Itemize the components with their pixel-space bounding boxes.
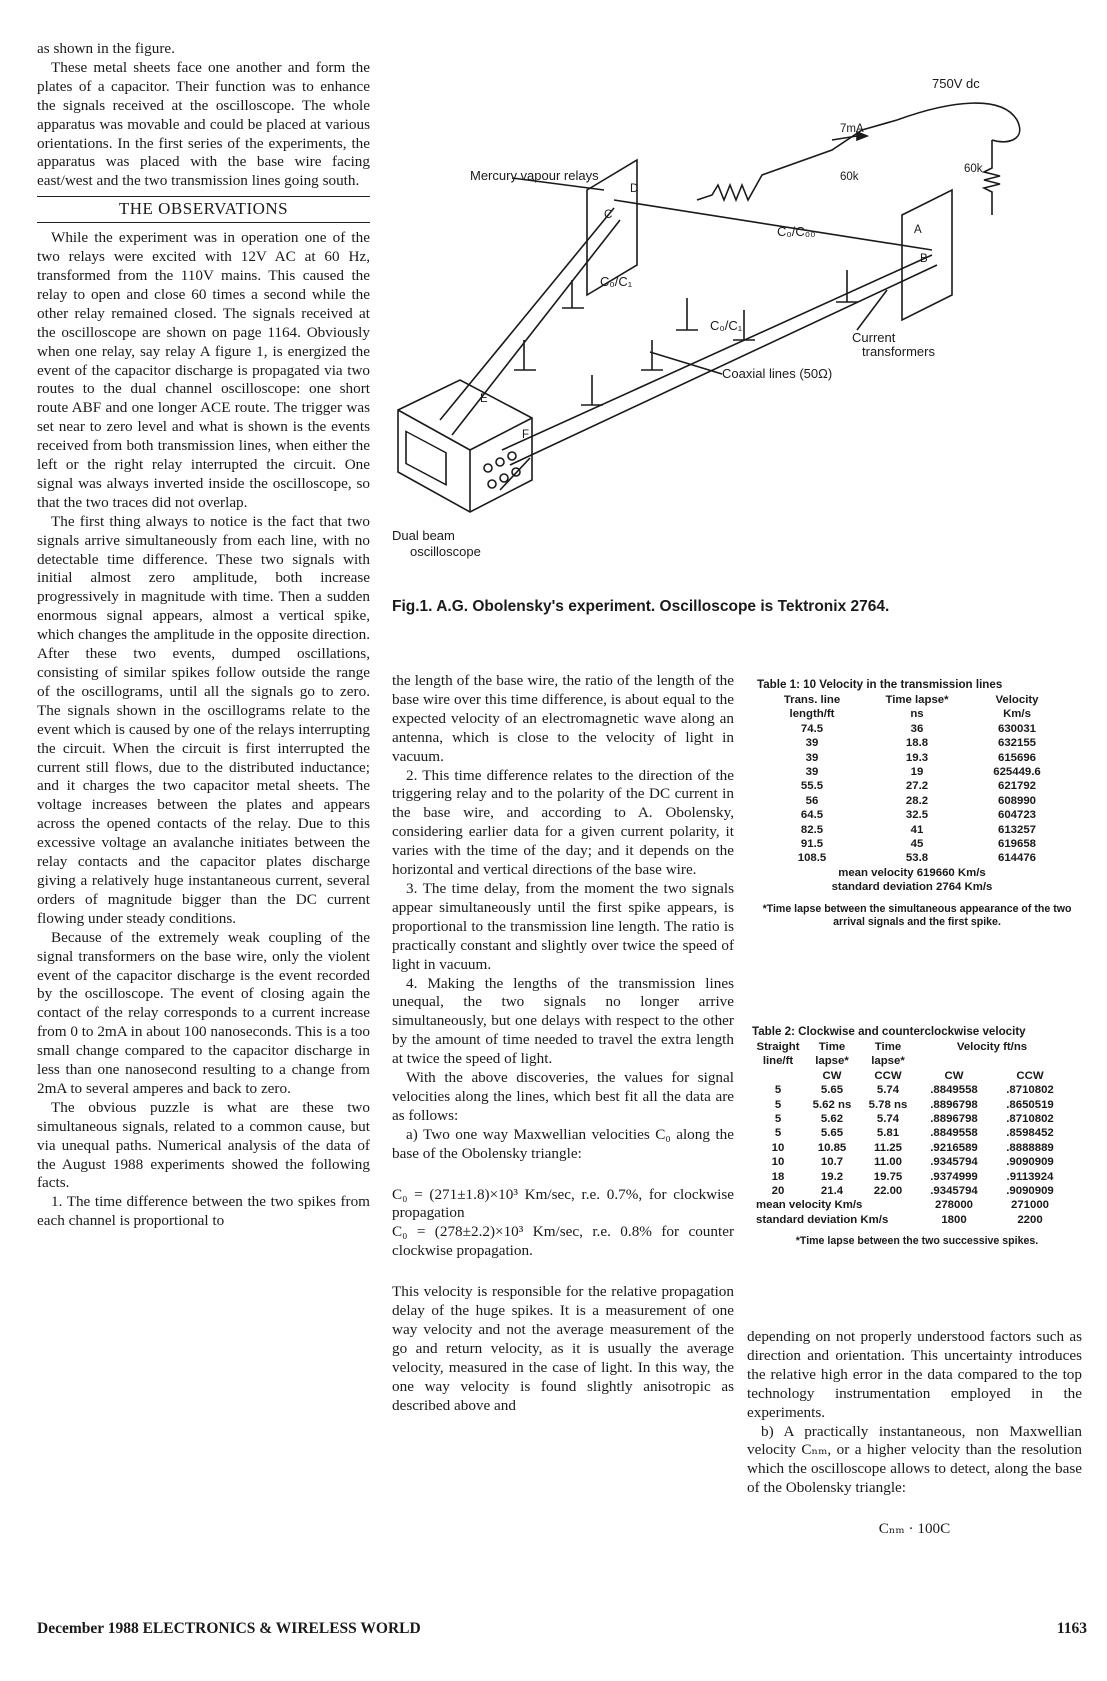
table-cell: 604723 xyxy=(997,809,1036,822)
table-cell: 614476 xyxy=(997,852,1036,865)
label-node-b: B xyxy=(920,253,928,265)
table-cell: 271000 xyxy=(1010,1199,1049,1212)
paragraph: as shown in the figure. xyxy=(37,40,175,57)
table-header-cell: ns xyxy=(910,708,924,721)
table-cell: 5.74 xyxy=(876,1084,900,1097)
table-cell: 5.62 xyxy=(820,1113,844,1126)
label-transformers-1: Current xyxy=(852,330,896,345)
table-header-cell: CW xyxy=(822,1069,842,1082)
table-cell: 56 xyxy=(805,794,819,807)
paragraph: This velocity is responsible for the relative propagation delay of the huge spikes. It is a measurement of one way velocity and not the average measurement of the go and return velocity, as it is usually the average velocity, measured in the case of light. In this way, the one way velocity is found slightly anisotropic as described above and xyxy=(392,1283,734,1414)
table-cell: 53.8 xyxy=(905,852,929,865)
table-2-caption: Table 2: Clockwise and counterclockwise velocity xyxy=(752,1025,1026,1038)
table-header-cell: CW xyxy=(944,1069,964,1082)
text-column-1 xyxy=(37,40,370,1231)
table-cell: 74.5 xyxy=(800,722,824,735)
table-1-caption: Table 1: 10 Velocity in the transmission lines xyxy=(757,678,1003,691)
paragraph: With the above discoveries, the values for signal velocities along the lines, which best fit all the data are as follows: xyxy=(392,1069,734,1124)
table-cell: 5.65 xyxy=(820,1084,844,1097)
figure-caption: Fig.1. A.G. Obolensky's experiment. Oscilloscope is Tektronix 2764. xyxy=(392,598,890,615)
table-header-cell: Trans. line xyxy=(783,694,841,706)
table-row xyxy=(757,751,1067,765)
footer-issue: December 1988 ELECTRONICS & WIRELESS WORLD xyxy=(37,1620,421,1637)
paragraph: The first thing always to notice is the fact that two signals arrive simultaneously from each line, with no detectable time difference. These two signals with initial almost zero amplitude, both increase progressively in magnitude with time. Then a sudden enormous signal appears, almost a vertical spike, which changes the amplitude in the opposite direction. After these two events, dumped oscillations, consisting of similar spikes follow outside the range of the oscillograms, until all the signals go to zero. The signals shown in the oscillograms relate to the event which is caused by one of the relays interrupting the circuit. When the circuit is first interrupted the current still flows, due to the distributed inductance; and it charges the two capacitor metal sheets. The voltage increases between the plates and appears across the opened contacts of the relay. Due to this excessive voltage an avalanche initiates between the relay contacts and the capacitor plates discharge giving a relatively huge instantaneous current, several orders of magnitude bigger than the DC current flowing under steady conditions. xyxy=(37,512,370,927)
paragraph: The obvious puzzle is what are these two simultaneous signals, related to a common cause, but via unequal paths. Numerical analysis of the data of the August 1988 experiments showed the following facts. xyxy=(37,1098,370,1192)
table-cell: 39 xyxy=(805,751,819,764)
table-cell: 28.2 xyxy=(905,794,929,807)
paragraph: the length of the base wire, the ratio of the length of the base wire over this time difference, is about equal to the expected velocity of an electromagnetic wave along an antenna, which is close to the velocity of light in vacuum. xyxy=(392,672,734,765)
table-2-note: *Time lapse between the two successive spikes. xyxy=(795,1235,1039,1248)
table-cell: .9345794 xyxy=(930,1185,978,1198)
table-header-cell: lapse* xyxy=(815,1055,849,1068)
table-cell: 10.7 xyxy=(820,1156,844,1169)
table-cell: 619658 xyxy=(997,838,1036,851)
table-row xyxy=(757,736,1067,750)
table-row xyxy=(752,1126,1068,1140)
table-cell: 21.4 xyxy=(820,1185,844,1198)
table-cell: 36 xyxy=(910,722,924,735)
table-cell: 5 xyxy=(774,1098,782,1111)
table-row xyxy=(752,1170,1068,1184)
label-node-a: A xyxy=(914,224,922,236)
table-summary: mean velocity 619660 Km/s xyxy=(838,866,986,879)
table-cell: 1800 xyxy=(941,1213,967,1226)
table-header-cell: Straight xyxy=(756,1041,800,1053)
table-cell: .9345794 xyxy=(930,1156,978,1169)
table-row xyxy=(757,808,1067,822)
table-cell: 2200 xyxy=(1017,1213,1043,1226)
table-cell: 625449.6 xyxy=(993,766,1041,779)
table-header-cell: line/ft xyxy=(762,1055,794,1068)
table-cell: 19 xyxy=(910,766,924,779)
apparatus-drawing xyxy=(392,40,1092,580)
table-row xyxy=(757,823,1067,837)
table-header-row xyxy=(757,693,1067,707)
table-cell: .8849558 xyxy=(930,1127,978,1140)
table-row xyxy=(757,837,1067,851)
table-cell: 82.5 xyxy=(800,823,824,836)
paragraph: 2. This time difference relates to the direction of the triggering relay and to the polarity of the DC current in the base wire, and according to A. Obolensky, considering earlier data for a given current polarity, it varies with the time of the day; and it depends on the horizontal and vertical directions of the base wire. xyxy=(392,766,734,879)
table-header-cell: Time xyxy=(874,1041,902,1053)
table-cell: 108.5 xyxy=(797,852,827,865)
table-cell: 621792 xyxy=(997,780,1036,793)
table-summary-row xyxy=(757,880,1067,894)
table-cell: 19.75 xyxy=(873,1170,903,1183)
paragraph: 1. The time difference between the two spikes from each channel is proportional to xyxy=(37,1193,370,1230)
paragraph: 3. The time delay, from the moment the two signals appear simultaneously until the first spike appears, is proportional to the transmission line length. The ratio is practically constant and slightly over twice the speed of light in vacuum. xyxy=(392,879,734,973)
base-wire xyxy=(614,200,932,250)
label-current: 7mA xyxy=(840,123,864,135)
label-r1: 60k xyxy=(840,171,859,183)
table-cell: 19.2 xyxy=(820,1170,844,1183)
label-dc-supply: 750V dc xyxy=(932,76,980,91)
page-number: 1163 xyxy=(1056,1620,1087,1637)
table-cell: 10 xyxy=(771,1156,785,1169)
table-header-cell: Velocity xyxy=(995,694,1039,706)
table-cell: 22.00 xyxy=(873,1185,903,1198)
table-cell: 5.78 ns xyxy=(868,1098,908,1111)
table-cell: 632155 xyxy=(997,737,1036,750)
table-cell: .8896798 xyxy=(930,1098,978,1111)
table-cell: 32.5 xyxy=(905,809,929,822)
table-cell: 608990 xyxy=(997,794,1036,807)
label-node-e: E xyxy=(480,393,488,405)
table-cell: 5.74 xyxy=(876,1113,900,1126)
formula: C₀ = (271±1.8)×10³ Km/sec, r.e. 0.7%, for clockwise propagation xyxy=(392,1185,734,1222)
table-cell: .8710802 xyxy=(1006,1084,1054,1097)
table-2 xyxy=(752,1025,1082,1248)
table-cell: 27.2 xyxy=(905,780,929,793)
formula: Cₙₘ · 100C xyxy=(878,1520,951,1538)
table-row xyxy=(752,1083,1068,1097)
paragraph: b) A practically instantaneous, non Maxwellian velocity Cₙₘ, or a higher velocity than the resolution which the oscilloscope allows to detect, along the base of the Obolensky triangle: xyxy=(747,1422,1082,1497)
table-row xyxy=(757,851,1067,865)
label-node-d: D xyxy=(630,183,639,195)
table-cell: .8598452 xyxy=(1006,1127,1054,1140)
table-row xyxy=(752,1155,1068,1169)
label-coaxial: Coaxial lines (50Ω) xyxy=(722,366,833,381)
table-header-cell: lapse* xyxy=(871,1055,905,1068)
label-cc-upper: C₀/C₁ xyxy=(600,274,633,289)
table-cell: 20 xyxy=(771,1185,785,1198)
paragraph: These metal sheets face one another and form the plates of a capacitor. Their function was to enhance the signals received at the oscilloscope. The whole apparatus was movable and could be placed at various orientations. In the first series of the experiments, the apparatus was placed with the base wire facing east/west and the two transmission lines going south. xyxy=(37,58,370,190)
table-cell: 11.25 xyxy=(874,1141,902,1154)
table-row xyxy=(752,1184,1068,1198)
table-cell: 5 xyxy=(774,1127,782,1140)
text-column-2 xyxy=(392,672,734,1416)
table-row xyxy=(752,1141,1068,1155)
table-cell: .9216589 xyxy=(930,1141,978,1154)
table-cell: 45 xyxy=(910,838,924,851)
table-cell: .9113924 xyxy=(1006,1170,1054,1183)
table-cell: 5.62 ns xyxy=(812,1098,852,1111)
label-transformers-2: transformers xyxy=(862,344,935,359)
table-row xyxy=(757,722,1067,736)
table-cell: 55.5 xyxy=(800,780,824,793)
formula: C₀ = (278±2.2)×10³ Km/sec, r.e. 0.8% for counter clockwise propagation. xyxy=(392,1223,734,1260)
table-summary-row xyxy=(752,1213,1068,1227)
table-cell: .8849558 xyxy=(930,1084,978,1097)
table-header-row xyxy=(752,1040,1068,1054)
table-cell: 64.5 xyxy=(800,809,824,822)
label-cc-lower: C₀/C₁ xyxy=(710,318,743,333)
table-row xyxy=(752,1098,1068,1112)
table-cell: .8650519 xyxy=(1006,1098,1054,1111)
table-cell: 5 xyxy=(774,1084,782,1097)
table-summary: standard deviation 2764 Km/s xyxy=(831,881,993,894)
table-header-row xyxy=(752,1054,1068,1068)
experiment-diagram xyxy=(392,40,1092,580)
table-cell: .8896798 xyxy=(930,1113,978,1126)
table-summary-row xyxy=(752,1198,1068,1212)
label-node-c: C xyxy=(604,209,613,221)
paragraph: depending on not properly understood factors such as direction and orientation. This uncertainty introduces the relative high error in the data compared to the top technology instrumentation employed in the experiments. xyxy=(747,1328,1082,1421)
table-cell: 10.85 xyxy=(817,1141,847,1154)
table-cell: .9090909 xyxy=(1006,1156,1054,1169)
table-header-cell: Time lapse* xyxy=(885,694,949,706)
table-cell: .9090909 xyxy=(1006,1185,1054,1198)
label-oscilloscope-2: oscilloscope xyxy=(410,544,481,559)
table-cell: 11.00 xyxy=(874,1156,902,1169)
table-cell: 613257 xyxy=(997,823,1036,836)
table-header-row xyxy=(752,1069,1068,1083)
label-relays: Mercury vapour relays xyxy=(470,168,599,183)
paragraph: a) Two one way Maxwellian velocities C₀ along the base of the Obolensky triangle: xyxy=(392,1125,734,1162)
label-node-f: F xyxy=(522,429,530,441)
table-1-note: *Time lapse between the simultaneous appearance of the two arrival signals and the first spike. xyxy=(762,902,1072,928)
table-row xyxy=(752,1112,1068,1126)
table-2-grid xyxy=(752,1040,1068,1227)
table-cell: 18 xyxy=(771,1170,785,1183)
section-heading: THE OBSERVATIONS xyxy=(37,196,370,223)
table-header-cell: Velocity ft/ns xyxy=(956,1041,1028,1053)
table-cell: 5 xyxy=(774,1113,782,1126)
table-cell: 615696 xyxy=(997,751,1036,764)
table-header-cell: CCW xyxy=(874,1069,902,1082)
table-1 xyxy=(757,678,1077,929)
table-header-cell: CCW xyxy=(1016,1069,1044,1082)
table-summary-row xyxy=(757,866,1067,880)
table-header-cell: Time xyxy=(818,1041,846,1053)
table-cell: 19.3 xyxy=(905,751,929,764)
label-r2: 60k xyxy=(964,163,983,175)
table-cell: 91.5 xyxy=(800,838,824,851)
paragraph: Because of the extremely weak coupling of the signal transformers on the base wire, only the violent event of the capacitor discharge is the event recorded by the oscilloscope. The event of closing again the contact of the relay corresponds to a current increase from 0 to 2mA in about 100 nanoseconds. This is a too small change compared to the capacitor discharge in less than one nanosecond resulting to a change from 2mA to several amperes and back to zero. xyxy=(37,928,370,1097)
table-cell: 10 xyxy=(771,1141,785,1154)
table-cell: 278000 xyxy=(934,1199,973,1212)
table-cell: 18.8 xyxy=(905,737,929,750)
table-cell: .8710802 xyxy=(1006,1113,1054,1126)
resistor-right xyxy=(984,140,1000,215)
table-cell: 39 xyxy=(805,737,819,750)
table-row xyxy=(757,794,1067,808)
table-header-cell: Km/s xyxy=(1003,708,1031,721)
table-cell: 5.81 xyxy=(876,1127,900,1140)
table-summary-label: mean velocity Km/s xyxy=(756,1199,863,1212)
paragraph: While the experiment was in operation one of the two relays were excited with 12V AC at 60 Hz, transformed from the 110V mains. This caused the relay to open and close 60 times a second while the other relay remained closed. The signals received at the oscilloscope are shown on page 1164. Obviously when one relay, say relay A figure 1, is energized the event of the capacitor discharge is propagated via two routes to the dual channel oscilloscope: one short route ABF and one longer ACE route. The trigger was set near to zero level and what is shown is the events received from both transmission lines, when either the left or the right relay interrupted the circuit. One signal was always inverted inside the oscilloscope, so that the two traces did not overlap. xyxy=(37,229,370,511)
table-cell: 39 xyxy=(805,766,819,779)
table-header-row xyxy=(757,707,1067,721)
table-cell: 5.65 xyxy=(820,1127,844,1140)
table-row xyxy=(757,765,1067,779)
paragraph: 4. Making the lengths of the transmission lines unequal, the two signals no longer arrive simultaneously, but one delays with respect to the other by the amount of time needed to travel the extra length at twice the speed of light. xyxy=(392,974,734,1068)
text-column-3 xyxy=(747,1328,1082,1539)
table-cell: 41 xyxy=(910,823,924,836)
table-cell: .9374999 xyxy=(930,1170,978,1183)
table-row xyxy=(757,779,1067,793)
label-cc-base: C₀/C₀₀ xyxy=(777,224,816,239)
table-cell: .8888889 xyxy=(1006,1141,1054,1154)
table-summary-label: standard deviation Km/s xyxy=(756,1213,889,1226)
transmission-line-upper xyxy=(440,208,614,420)
label-oscilloscope-1: Dual beam xyxy=(392,528,455,543)
table-header-cell: length/ft xyxy=(789,708,835,721)
table-cell: 630031 xyxy=(997,722,1036,735)
table-1-grid xyxy=(757,693,1067,895)
